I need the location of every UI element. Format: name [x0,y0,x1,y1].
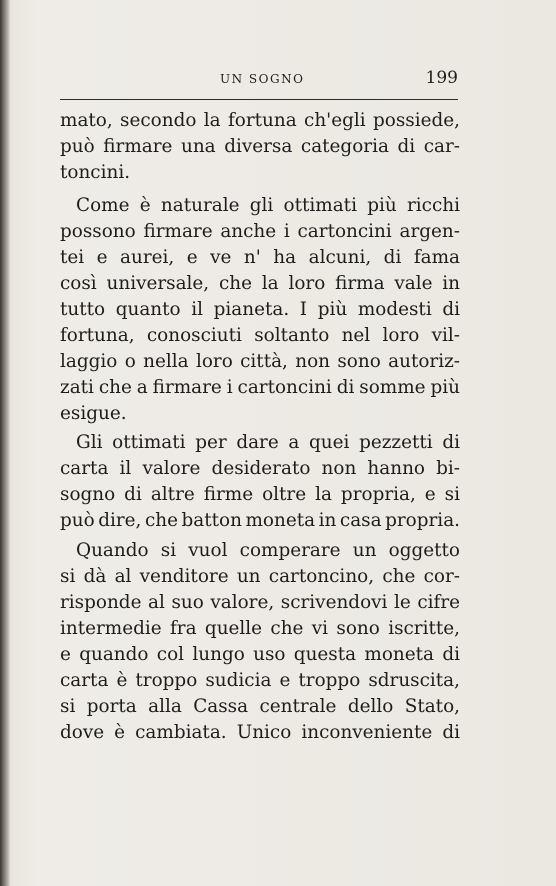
header-rule [60,99,458,100]
text-line: sogno di altre firme oltre la propria, e si [60,484,460,505]
text-line: fortuna, conosciuti soltanto nel loro vil- [60,325,460,346]
text-line: si dà al venditore un cartoncino, che cor- [60,566,460,587]
text-line: dove è cambiata. Unico inconveniente di [60,722,460,743]
running-head: UN SOGNO [220,72,305,86]
page-number: 199 [425,68,458,88]
text-line: laggio o nella loro città, non sono autoriz- [60,351,460,372]
text-line: Quando si vuol comperare un oggetto [76,540,460,561]
text-line: si porta alla Cassa centrale dello Stato, [60,696,460,717]
text-line: tutto quanto il pianeta. I più modesti di [60,299,460,320]
page-binding-edge [0,0,10,886]
text-line: possono firmare anche i cartoncini argen- [60,221,460,242]
text-line: mato, secondo la fortuna ch'egli possiede, [60,110,460,131]
text-line: toncini. [60,162,131,183]
text-line: intermedie fra quelle che vi sono iscritte, [60,618,460,639]
text-line: così universale, che la loro firma vale in [60,273,460,294]
text-line: carta è troppo sudicia e troppo sdruscita, [60,670,460,691]
page-header [60,68,458,88]
text-line: e quando col lungo uso questa moneta di [60,644,460,665]
text-line: può dire, che batton moneta in casa propria. [60,510,460,531]
text-line: zati che a firmare i cartoncini di somme più [60,377,460,398]
text-line: risponde al suo valore, scrivendovi le cifre [60,592,460,613]
text-line: Come è naturale gli ottimati più ricchi [76,195,460,216]
text-line: carta il valore desiderato non hanno bi- [60,458,460,479]
text-line: tei e aurei, e ve n' ha alcuni, di fama [60,247,460,268]
text-line: Gli ottimati per dare a quei pezzetti di [76,432,460,453]
text-line: esigue. [60,403,127,424]
text-line: può firmare una diversa categoria di car- [60,136,460,157]
